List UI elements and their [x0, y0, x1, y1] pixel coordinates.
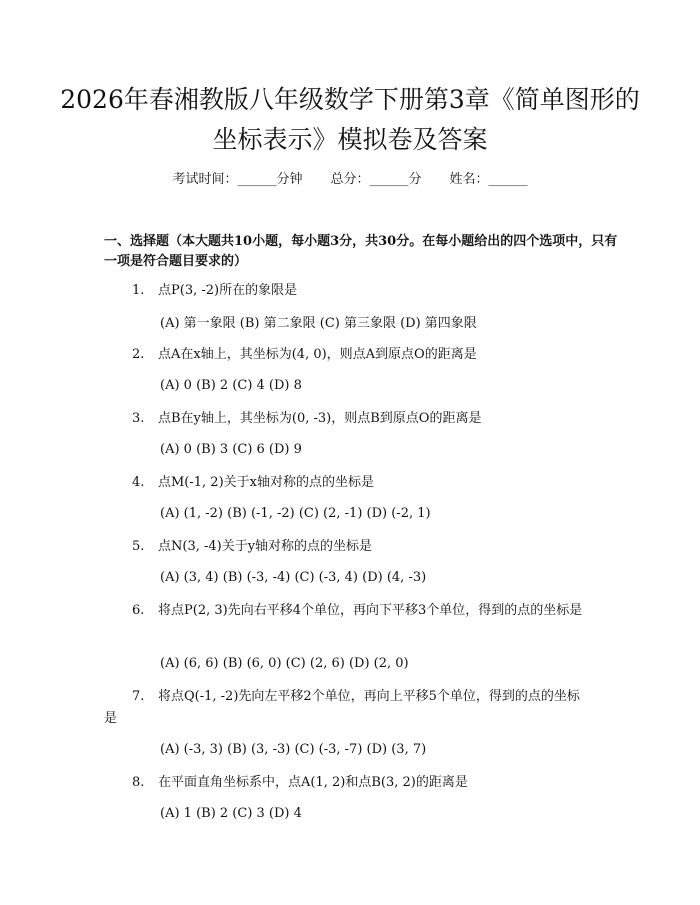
- question-3: [104, 408, 564, 430]
- question-number: 8.: [132, 775, 145, 790]
- student-name-field: 姓名：______: [449, 172, 528, 187]
- question-6-options: [160, 656, 409, 671]
- options-text: (A) (-3, 3) (B) (3, -3) (C) (-3, -7) (D) (3, 7): [160, 742, 427, 757]
- question-4-options: [160, 506, 431, 521]
- question-2-options: [160, 378, 302, 393]
- question-8: [104, 772, 564, 794]
- question-1: [104, 280, 564, 302]
- question-4: [104, 472, 564, 494]
- question-text: 点A在x轴上，其坐标为(4, 0)，则点A到原点O的距离是: [158, 347, 477, 362]
- total-score-field: 总分：______分: [330, 172, 422, 187]
- question-text: 点P(3, -2)所在的象限是: [158, 283, 298, 298]
- options-text: (A) (1, -2) (B) (-1, -2) (C) (2, -1) (D) (-2, 1): [160, 506, 431, 521]
- options-text: (A) (6, 6) (B) (6, 0) (C) (2, 6) (D) (2, 0): [160, 656, 409, 671]
- question-text: 点N(3, -4)关于y轴对称的点的坐标是: [158, 539, 373, 554]
- question-7-options: [160, 742, 426, 757]
- options-text: (A) 第一象限 (B) 第二象限 (C) 第三象限 (D) 第四象限: [160, 316, 477, 331]
- page-title: 2026年春湘教版八年级数学下册第3章《简单图形的坐标表示》模拟卷及答案: [60, 85, 640, 154]
- options-text: (A) 0 (B) 3 (C) 6 (D) 9: [160, 442, 302, 457]
- question-text: 将点Q(-1, -2)先向左平移2个单位，再向上平移5个单位，得到的点的坐标是: [104, 689, 580, 726]
- question-number: 6.: [132, 603, 145, 618]
- exam-time-field: 考试时间：______分钟: [172, 172, 303, 187]
- question-text: 点B在y轴上，其坐标为(0, -3)，则点B到原点O的距离是: [158, 411, 482, 426]
- section-heading: 一、选择题（本大题共10小题，每小题3分，共30分。在每小题给出的四个选项中，只有一项是符合题目要求的）: [104, 234, 618, 269]
- question-number: 2.: [132, 347, 145, 362]
- question-5-options: [160, 570, 426, 585]
- question-6: [104, 600, 584, 622]
- question-7: [104, 686, 584, 730]
- question-number: 7.: [132, 689, 145, 704]
- question-5: [104, 536, 564, 558]
- options-text: (A) 1 (B) 2 (C) 3 (D) 4: [160, 806, 302, 821]
- exam-info-line: [0, 168, 700, 187]
- question-3-options: [160, 442, 302, 457]
- question-8-options: [160, 806, 302, 821]
- question-text: 将点P(2, 3)先向右平移4个单位，再向下平移3个单位，得到的点的坐标是: [158, 603, 583, 618]
- question-2: [104, 344, 564, 366]
- question-number: 4.: [132, 475, 145, 490]
- question-text: 点M(-1, 2)关于x轴对称的点的坐标是: [158, 475, 374, 490]
- question-text: 在平面直角坐标系中，点A(1, 2)和点B(3, 2)的距离是: [158, 775, 468, 790]
- question-number: 1.: [132, 283, 145, 298]
- options-text: (A) (3, 4) (B) (-3, -4) (C) (-3, 4) (D) (4, -3): [160, 570, 427, 585]
- question-number: 3.: [132, 411, 145, 426]
- options-text: (A) 0 (B) 2 (C) 4 (D) 8: [160, 378, 302, 393]
- question-number: 5.: [132, 539, 145, 554]
- question-1-options: [160, 314, 477, 334]
